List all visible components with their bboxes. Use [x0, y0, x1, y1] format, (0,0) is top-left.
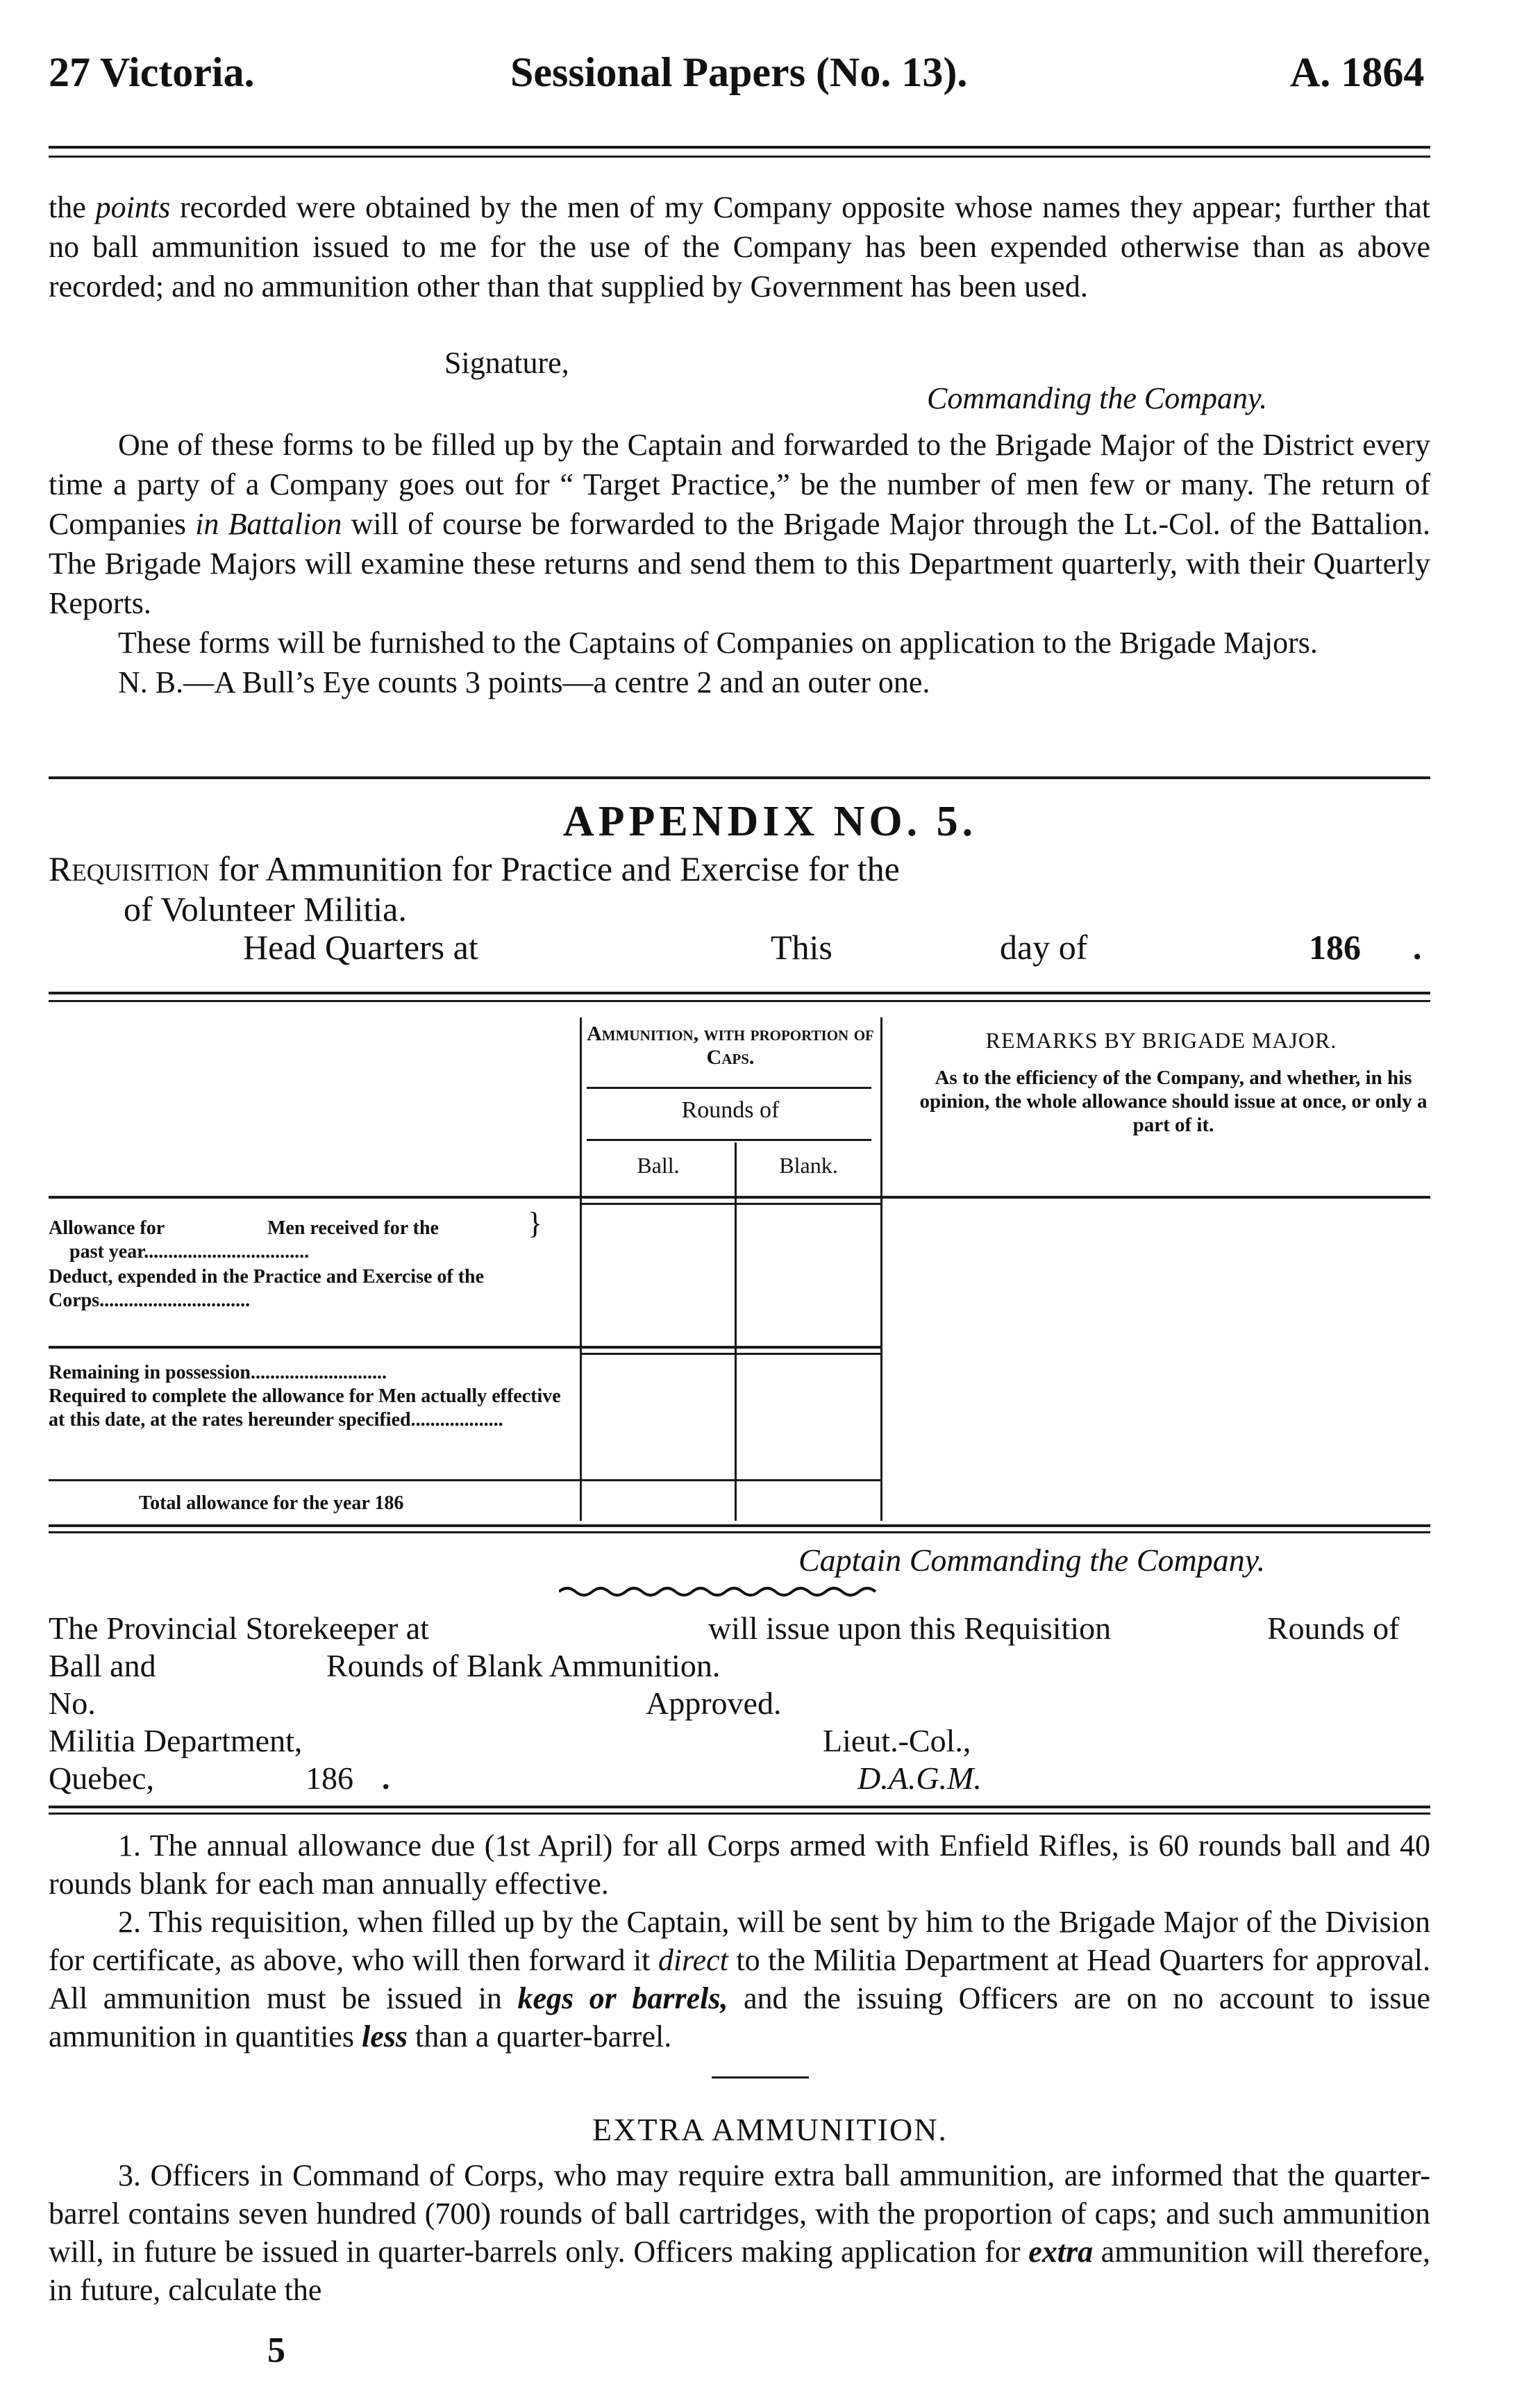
rounds-of-label: Rounds of [681, 1097, 780, 1123]
header-right: A. 1864 [1290, 49, 1425, 95]
day-of-label: day of [1000, 928, 1088, 967]
header-rule-top [49, 146, 1430, 149]
header-center: Sessional Papers (No. 13). [510, 49, 968, 95]
militia-department-label: Militia Department, [49, 1723, 303, 1758]
row-past-year: past year.................................. [69, 1241, 310, 1263]
notes-rule-2 [49, 1813, 1430, 1815]
table-vline-1 [580, 1017, 582, 1521]
nb-note: N. B.—A Bull’s Eye counts 3 points—a centre 2 and an outer one. [118, 665, 930, 699]
table-top-rule-2 [49, 1000, 1430, 1002]
instructions-paragraph: One of these forms to be filled up by the Captain and forwarded to the Brigade Major of the District every time a party of a Company goes out for “ Target Practice,” be the number of men few or many. The return of Companies in Battalion will of course be forwarded to the Brigade Major through the Lt.-Col. of the Battalion. The Brigade Majors will examine these returns and send them to this Department quarterly, with their Quarterly Reports. These forms will be furnished to the Captains of Companies on application to the Brigade Majors. N. B.—A Bull’s Eye counts 3 points—a centre 2 and an outer one. [49, 425, 1430, 702]
note-3: 3. Officers in Command of Corps, who may require extra ball ammunition, are informed that the quarter-barrel contains seven hundred (700) rounds of ball cartridges, with the proportion of caps; and such ammunition will, in future be issued in quarter-barrels only. Officers making application for extra ammunition will therefore, in future, calculate the [49, 2158, 1431, 2307]
table-header-rule [49, 1196, 1430, 1199]
row-rule-1 [49, 1346, 880, 1349]
year-period: . [1413, 928, 1422, 967]
row-allowance-for: Allowance for [49, 1217, 165, 1239]
ball-column-header: Ball. [637, 1153, 680, 1178]
short-divider [712, 2076, 809, 2078]
row-total: Total allowance for the year 186 [139, 1492, 404, 1514]
requisition-line2: of Volunteer Militia. [124, 890, 407, 928]
this-label: This [771, 928, 832, 967]
storekeeper-blank: Rounds of Blank Ammunition. [326, 1648, 721, 1683]
note-1: 1. The annual allowance due (1st April) for all Corps armed with Enfield Rifles, is 60 rounds ball and 40 rounds blank for each man annually effective. [49, 1828, 1430, 1901]
table-header-rule-inner [582, 1203, 880, 1205]
table-top-rule [49, 992, 1430, 994]
row-required: Required to complete the allowance for Men actually effective at this date, at the rates hereunder specified................... [49, 1385, 561, 1431]
row-men-received: Men received for the [267, 1217, 439, 1239]
storekeeper-ball-and: Ball and [49, 1648, 156, 1683]
certification-text: the points recorded were obtained by the men of my Company opposite whose names they appear; further that no ball ammunition issued to me for the use of the Company has been expended otherwise than as above recorded; and no ammunition other than that supplied by Government has been used. [49, 190, 1431, 303]
table-bottom-rule [49, 1524, 1430, 1527]
blank-column-header: Blank. [779, 1153, 838, 1178]
header-left: 27 Victoria. [49, 49, 255, 95]
brace-icon: } [528, 1206, 543, 1240]
rounds-rule [587, 1139, 871, 1141]
storekeeper-rounds-of: Rounds of [1267, 1610, 1400, 1646]
table-vline-2 [735, 1142, 737, 1521]
ammo-header-rule [587, 1087, 871, 1089]
notes-rule [49, 1806, 1430, 1808]
ammunition-header: Ammunition, with proportion of Caps. [587, 1022, 874, 1069]
row-deduct: Deduct, expended in the Practice and Exercise of the Corps............................... [49, 1266, 485, 1311]
storekeeper-line1: The Provincial Storekeeper at [49, 1610, 429, 1646]
year-label: 186 [1309, 928, 1361, 967]
section-rule [49, 776, 1430, 779]
quebec-dot: . [382, 1760, 390, 1796]
head-quarters-label: Head Quarters at [243, 928, 478, 967]
note-2: 2. This requisition, when filled up by the Captain, will be sent by him to the Brigade Major of the Division for certificate, as above, who will then forward it direct to the Militia Department at Head Quarters for approval. All ammunition must be issued in kegs or barrels, and the issuing Officers are on no account to issue ammunition in quantities less than a quarter-barrel. [49, 1905, 1431, 2053]
lieut-col-label: Lieut.-Col., [823, 1723, 971, 1758]
wavy-divider-icon [559, 1585, 885, 1599]
approved-label: Approved. [646, 1685, 782, 1721]
dagm-label: D.A.G.M. [857, 1760, 982, 1796]
table-bottom-rule-2 [49, 1531, 1430, 1533]
notes-section [49, 1826, 1430, 2056]
extra-ammunition-title: EXTRA AMMUNITION. [592, 2112, 948, 2147]
commanding-label: Commanding the Company. [927, 381, 1268, 415]
remarks-title: REMARKS BY BRIGADE MAJOR. [985, 1028, 1337, 1053]
captain-signature-label: Captain Commanding the Company. [798, 1542, 1266, 1578]
table-vline-3 [880, 1017, 882, 1521]
quebec-year: 186 [306, 1760, 353, 1796]
remarks-subtext: As to the efficiency of the Company, and whether, in his opinion, the whole allowance should issue at once, or only a part of it. [919, 1067, 1428, 1136]
page-number: 5 [267, 2331, 285, 2370]
requisition-line1: Requisition for Ammunition for Practice and Exercise for the [49, 849, 900, 888]
header-rule-bottom [49, 156, 1430, 158]
row-rule-1b [582, 1353, 880, 1355]
storekeeper-issue: will issue upon this Requisition [708, 1610, 1112, 1646]
row-remaining: Remaining in possession............................ [49, 1362, 387, 1383]
row-rule-2 [49, 1479, 880, 1481]
appendix-title: APPENDIX NO. 5. [562, 798, 978, 845]
quebec-label: Quebec, [49, 1760, 154, 1796]
storekeeper-no: No. [49, 1685, 96, 1721]
signature-label: Signature, [444, 346, 569, 380]
